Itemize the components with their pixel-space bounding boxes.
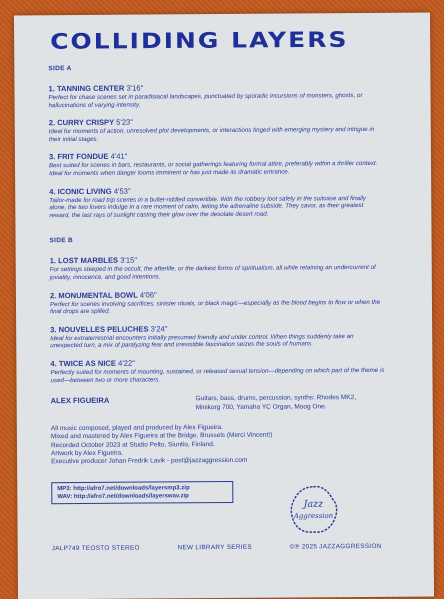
track-item	[49, 184, 409, 219]
production-notes	[51, 423, 411, 467]
catalog-number: JALP749 TEOSTO STEREO	[51, 544, 140, 553]
track-duration: 5'23"	[116, 117, 133, 127]
track-duration: 3'15"	[120, 255, 138, 266]
artist-name: ALEX FIGUEIRA	[50, 395, 110, 406]
track-description: For settings steeped in the occult, the afterlife, or the darkest forms of spiritualism, all while retaining an undercurrent of joviality, innocence, and good intentions.	[49, 264, 376, 282]
track-number: 1.	[48, 84, 55, 94]
note-line: Mixed and mastered by Alex Figueira at the Bridge, Brussels (Merci Vincent!)	[50, 431, 273, 441]
track-description: Best suited for scenes in bars, restaurants, or social gatherings featuring formal attire, preferably within a thriller context. Ideal for moments when danger looms imminent or has just made its dramatic entrance.	[48, 160, 378, 178]
svg-text:Jazz: Jazz	[303, 498, 324, 510]
note-line: Recorded October 2023 at Studio Pelto, Siuntio, Finland.	[50, 440, 215, 449]
track-duration: 3'24"	[150, 324, 168, 334]
track-description: Tailor-made for road trip scenes in a bullet-riddled convertible. With the robbery loot safely in the suitcase and finally alone, the two lovers indulge in a rare moment of calm, letting the adrenaline subside. They savor, as their greatest reward, the last rays of sunlight casting their glow over the desolate desert road.	[49, 194, 366, 219]
wav-link[interactable]: WAV: http://afro7.net/downloads/layerswav.zip	[57, 493, 189, 501]
track-name: MONUMENTAL BOWL	[58, 290, 138, 300]
track-name: ICONIC LIVING	[57, 186, 112, 196]
track-item	[50, 254, 410, 282]
track-item	[50, 288, 410, 316]
side-b-label: SIDE B	[49, 237, 74, 245]
track-duration: 4'41"	[110, 152, 128, 162]
note-line: Artwork by Alex Figueira.	[51, 449, 123, 457]
copyright: ©℗ 2025 JAZZAGGRESSION	[289, 542, 382, 551]
track-item	[50, 322, 410, 350]
track-number: 4.	[50, 359, 57, 369]
mp3-link[interactable]: MP3: http://afro7.net/downloads/layersmp3.zip	[57, 485, 190, 493]
track-description: Ideal for moments of action, unresolved plot developments, or interactions tinged with emerging mystery and intrigue in their initial stages.	[48, 126, 375, 143]
track-description: Perfect for chase scenes set in paradisiacal landscapes, punctuated by sporadic incursions of monsters, ghosts, or hallucinations of varying intensity.	[48, 92, 363, 109]
track-number: 1.	[49, 256, 57, 266]
track-number: 4.	[49, 186, 56, 196]
track-duration: 4'22"	[118, 358, 135, 368]
track-duration: 4'53"	[113, 186, 131, 196]
instruments-list: Guitars, bass, drums, percussion, synths: Rhodes MK2, Minikorg 700, Yamaha YC Organ, Moog One.	[195, 394, 357, 411]
side-b-tracklist	[50, 254, 411, 384]
note-line: All music composed, played and produced by Alex Figueira.	[50, 424, 223, 433]
track-duration: 3'16"	[126, 83, 144, 93]
track-item	[49, 150, 409, 178]
svg-text:Aggression: Aggression	[293, 511, 334, 521]
track-number: 3.	[50, 324, 57, 334]
note-line: Executive producer Johan Fredrik Lavik - post@jazzaggression.com	[51, 456, 248, 466]
track-number: 2.	[48, 118, 56, 128]
track-item	[49, 116, 409, 144]
credits-row	[51, 394, 411, 414]
track-item	[48, 82, 408, 110]
track-name: CURRY CRISPY	[57, 117, 115, 128]
track-name: NOUVELLES PELUCHES	[58, 324, 149, 334]
track-duration: 4'06"	[139, 290, 157, 300]
track-description: Perfectly suited for moments of mounting, sustained, or released sexual tension—depending on which part of the theme is used—between two or more characters.	[50, 366, 385, 384]
track-name: FRIT FONDUE	[57, 152, 109, 162]
side-a-tracklist	[48, 82, 409, 220]
record-insert-sheet	[14, 13, 434, 599]
track-description: Ideal for extraterrestrial encounters initially presumed friendly and under control. When things suddenly take an unexpected turn, a mix of paralyzing fear and irresistible fascination seizes the souls of humans.	[50, 332, 354, 350]
track-description: Perfect for scenes involving sacrifices, sinister rituals, or black magic—especially as the blood begins to flow or when the final drops are spilled.	[49, 298, 381, 316]
download-links-box	[51, 481, 233, 504]
track-name: TANNING CENTER	[56, 83, 125, 94]
footer	[52, 543, 382, 552]
track-number: 3.	[48, 152, 56, 162]
jazzaggression-logo-icon	[287, 483, 339, 535]
track-name: TWICE AS NICE	[58, 358, 117, 369]
track-item	[50, 357, 410, 385]
track-name: LOST MARBLES	[58, 256, 119, 266]
series-name: NEW LIBRARY SERIES	[177, 543, 252, 552]
album-title: COLLIDING LAYERS	[50, 27, 349, 54]
track-number: 2.	[49, 290, 57, 300]
side-a-label: SIDE A	[48, 65, 72, 73]
